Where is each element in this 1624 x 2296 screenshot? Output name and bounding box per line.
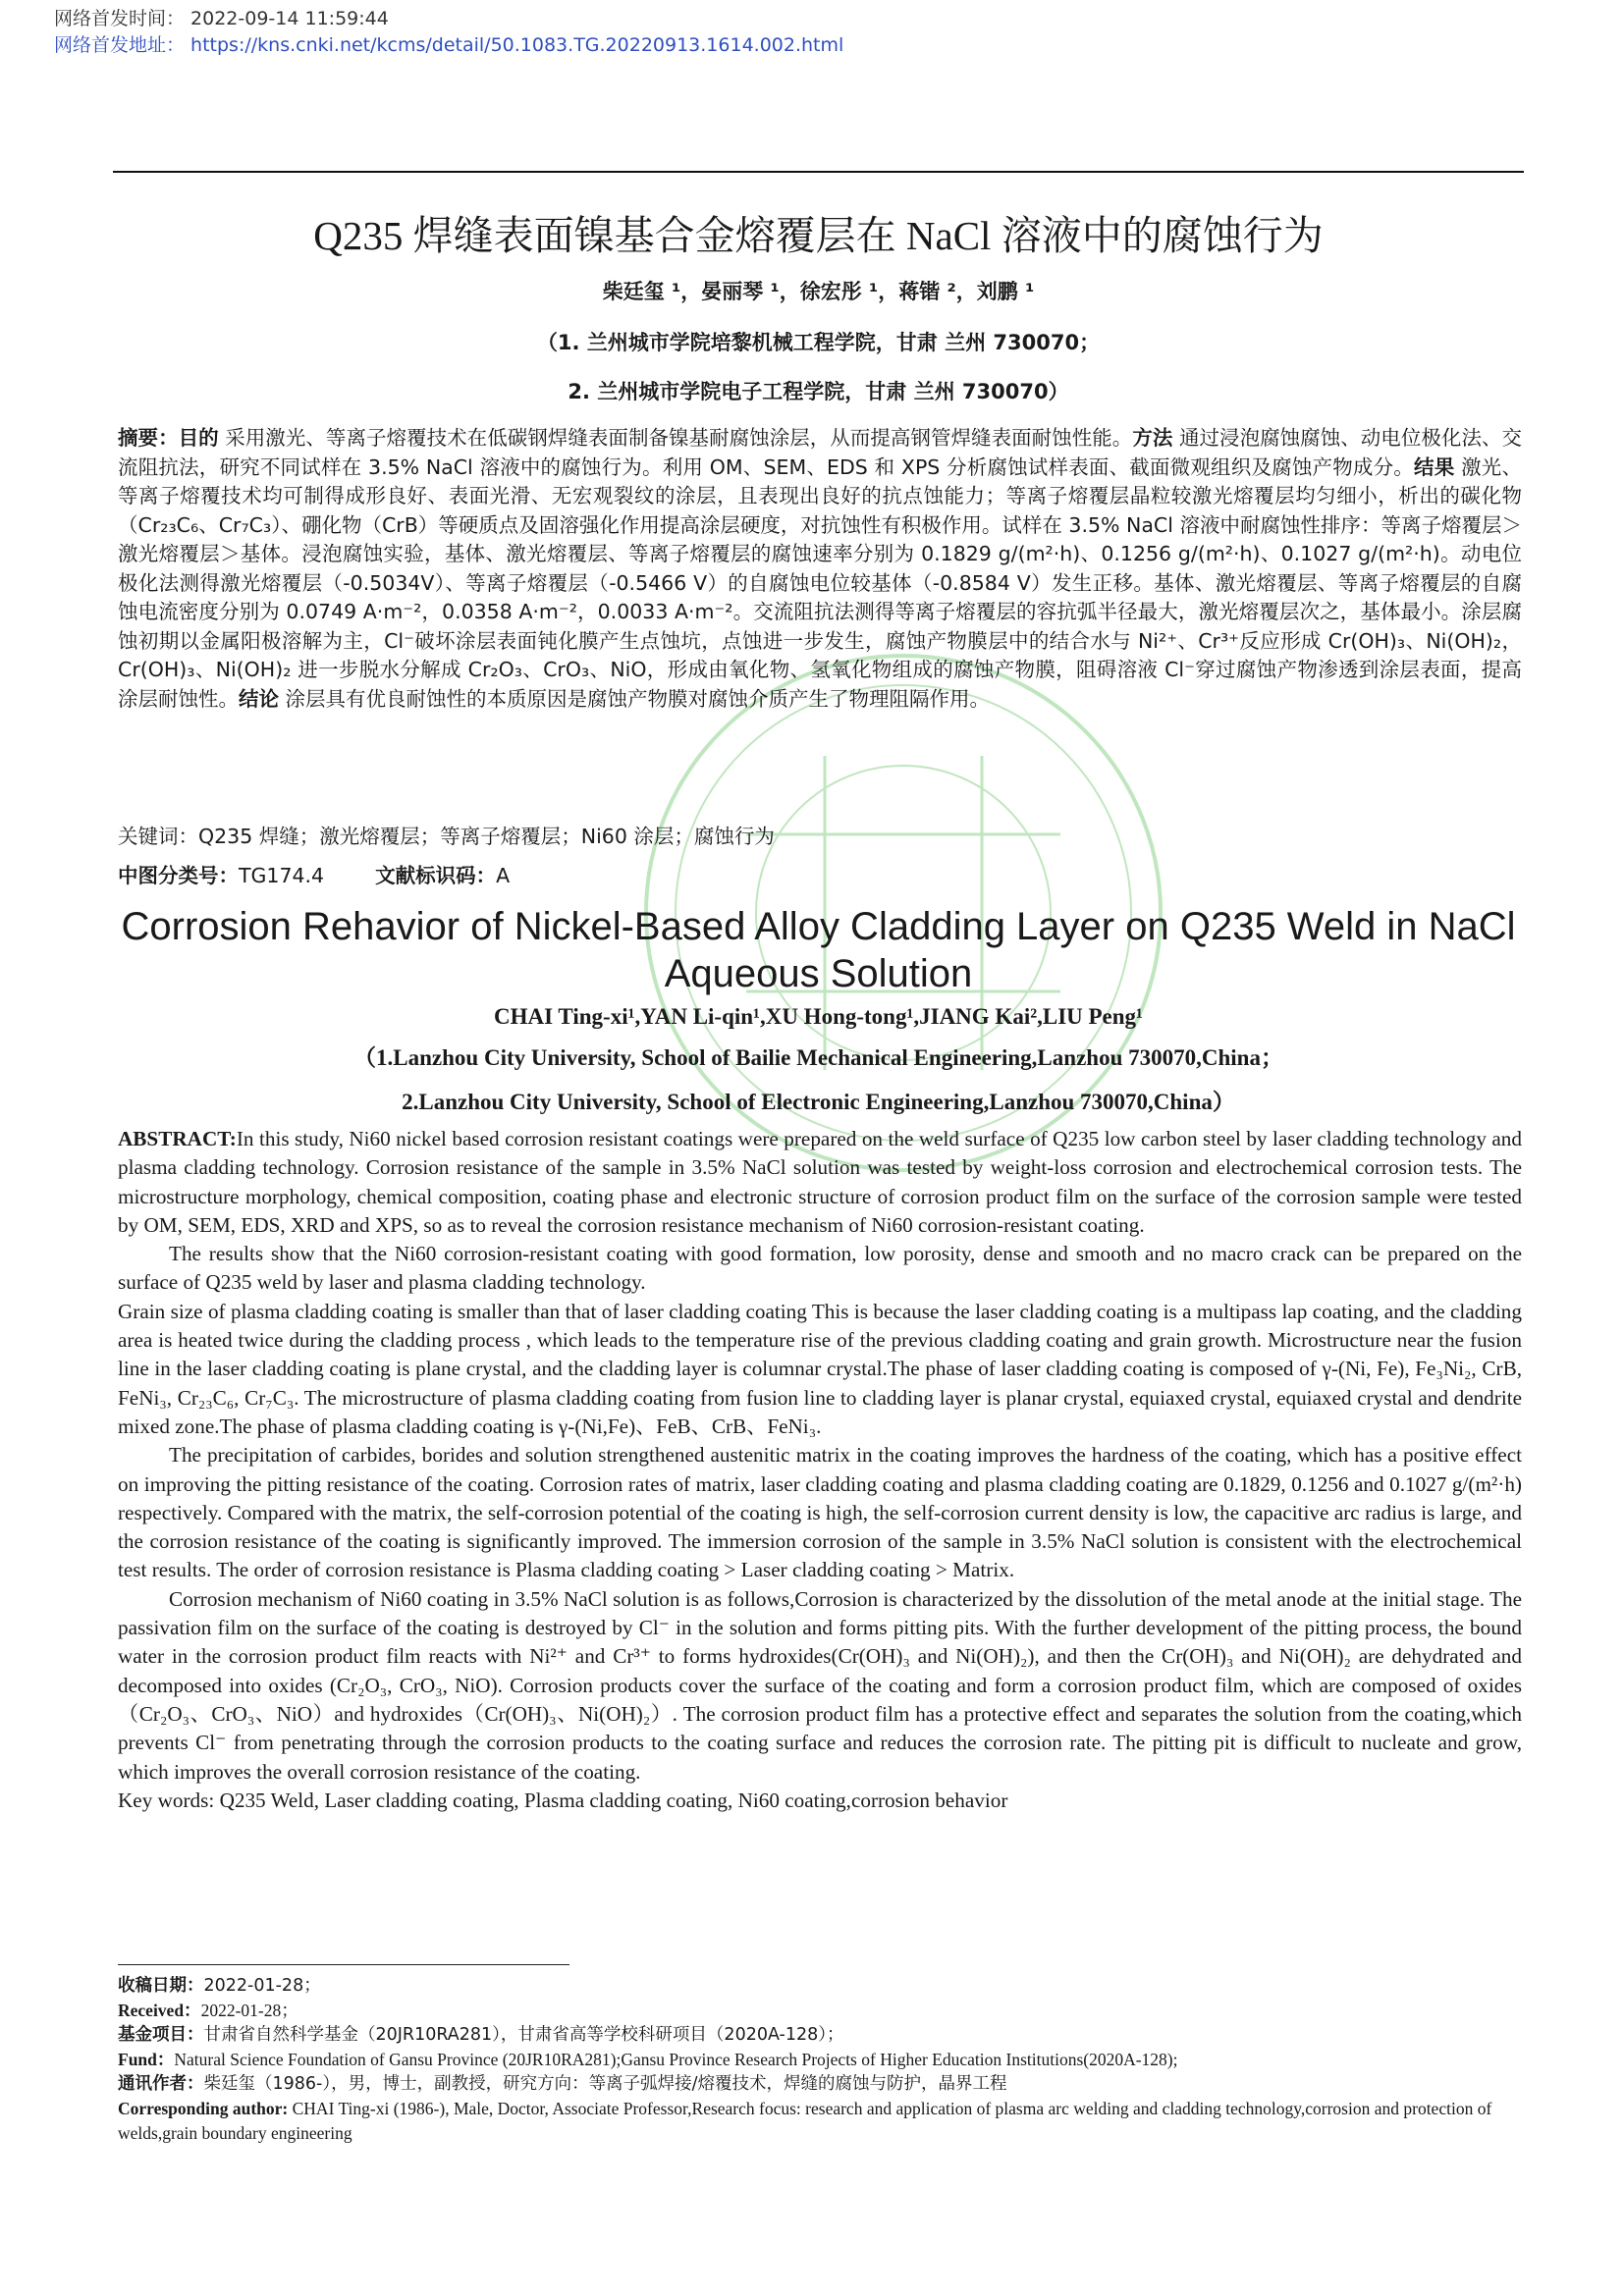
method-text: 通过浸泡腐蚀腐蚀、动电位极化法、交流阻抗法，研究不同试样在 3.5% NaCl 溶液中的腐蚀行为。利用 OM、SEM、EDS 和 XPS 分析腐蚀试样表面、截面微观组织及腐蚀产物成分。 [118,426,1523,479]
abstract-en-p1 [118,1125,1522,1240]
paper-title-cn: Q235 焊缝表面镍基合金熔覆层在 NaCl 溶液中的腐蚀行为 [313,213,1324,258]
header-rule [113,171,1524,173]
classification-line [118,862,1522,891]
keywords-cn: 关键词：Q235 焊缝；激光熔覆层；等离子熔覆层；Ni60 涂层；腐蚀行为 [118,825,775,848]
aim-text: 采用激光、等离子熔覆技术在低碳钢焊缝表面制备镍基耐腐蚀涂层，从而提高钢管焊缝表面耐蚀性能。 [218,426,1133,450]
abstract-en [118,1125,1522,1815]
keywords-en: Key words: Q235 Weld, Laser cladding coating, Plasma cladding coating, Ni60 coating,corrosion behavior [118,1788,1008,1812]
abstract-label-en: ABSTRACT: [118,1127,237,1150]
affiliation-2-cn: 2. 兰州城市学院电子工程学院，甘肃 兰州 730070） [568,380,1069,403]
abstract-cn [118,424,1522,714]
result-text: 激光、等离子熔覆技术均可制得成形良好、表面光滑、无宏观裂纹的涂层，且表现出良好的抗点蚀能力；等离子熔覆层晶粒较激光熔覆层均匀细小，析出的碳化物（Cr₂₃C₆、Cr₇C₃）、硼化物（CrB）等硬质点及固溶强化作用提高涂层硬度，对抗蚀性有积极作用。试样在 3.5% NaCl 溶液中耐腐蚀性排序：等离子熔覆层＞激光熔覆层＞基体。浸泡腐蚀实验，基体、激光熔覆层、等离子熔覆层的腐蚀速率分别为 0.1829 g/(m²·h)、0.1256 g/(m²·h)、0.1027 g/(m²·h)。动电位极化法测得激光熔覆层（-0.5034V）、等离子熔覆层（-0.5466 V）的自腐蚀电位较基体（-0.8584 V）发生正移。基体、激光熔覆层、等离子熔覆层的自腐蚀电流密度分别为 0.0749 A·m⁻²，0.0358 A·m⁻²，0.0033 A·m⁻²。交流阻抗法测得等离子熔覆层的容抗弧半径最大，激光熔覆层次之，基体最小。涂层腐蚀初期以金属阳极溶解为主，Cl⁻破坏涂层表面钝化膜产生点蚀坑，点蚀进一步发生，腐蚀产物膜层中的结合水与 Ni²⁺、Cr³⁺反应形成 Cr(OH)₃、Ni(OH)₂，Cr(OH)₃、Ni(OH)₂ 进一步脱水分解成 Cr₂O₃、CrO₃、NiO，形成由氧化物、氢氧化物组成的腐蚀产物膜，阻碍溶液 Cl⁻穿过腐蚀产物渗透到涂层表面，提高涂层耐蚀性。 [118,454,1522,711]
authors-en: CHAI Ting-xi¹,YAN Li-qin¹,XU Hong-tong¹,JIANG Kai²,LIU Peng¹ [494,1004,1143,1029]
online-publish-time: 网络首发时间： 2022-09-14 11:59:44 [54,8,389,29]
abstract-label-cn: 摘要： [118,426,179,450]
method-label: 方法 [1132,426,1173,450]
doc-code-value: A [496,864,511,887]
abstract-en-p4: The precipitation of carbides, borides and solution strengthened austenitic matrix in the coating improves the hardness of the coating, which has a positive effect on improving the pitting resistance of the coating. Corrosion rates of matrix, laser cladding coating and plasma cladding coating are 0.1829, 0.1256 and 0.1027 g/(m²·h) respectively. Compared with the matrix, the self-corrosion potential of the coating is high, the self-corrosion current density is low, the capacitive arc radius is large, and the corrosion resistance of the coating is significantly improved. The immersion corrosion of the sample in 3.5% NaCl solution is consistent with the electrochemical test results. The order of corrosion resistance is Plasma cladding coating > Laser cladding coating > Matrix. [118,1443,1522,1582]
abstract-en-p3: Grain size of plasma cladding coating is smaller than that of laser cladding coating This is because the laser cladding coating is a multipass lap coating, and the cladding area is heated twice during the cladding process , which leads to the temperature rise of the previous cladding coating and grain growth. Microstructure near the fusion line in the laser cladding coating is plane crystal, and the cladding layer is columnar crystal.The phase of laser cladding coating is composed of γ-(Ni, Fe), Fe₃Ni₂, CrB, FeNi₃, Cr₂₃C₆, Cr₇C₃. The microstructure of plasma cladding coating from fusion line to cladding layer is planar crystal, equiaxed crystal, equiaxed crystal and dendrite mixed zone.The phase of plasma cladding coating is γ-(Ni,Fe)、FeB、CrB、FeNi₃. [118,1299,1522,1438]
doc-code-label: 文献标识码： [375,864,497,887]
aim-label: 目的 [178,426,219,450]
affiliation-1-cn: （1. 兰州城市学院培黎机械工程学院，甘肃 兰州 730070； [536,331,1101,354]
online-publish-url[interactable]: 网络首发地址： https://kns.cnki.net/kcms/detail/50.1083.TG.20220913.1614.002.html [54,34,844,56]
abstract-en-p5: Corrosion mechanism of Ni60 coating in 3.5% NaCl solution is as follows,Corrosion is characterized by the dissolution of the metal anode at the initial stage. The passivation film on the surface of the coating is destroyed by Cl⁻ in the solution and forms pitting pits. With the further development of the pitting process, the bound water in the corrosion product film reacts with Ni²⁺ and Cr³⁺ to forms hydroxides(Cr(OH)₃ and Ni(OH)₂), and then the Cr(OH)₃ and Ni(OH)₂ are dehydrated and decomposed into oxides (Cr₂O₃, CrO₃, NiO). Corrosion products cover the surface of the coating and form a corrosion product film, which are composed of oxides（Cr₂O₃、CrO₃、NiO）and hydroxides（Cr(OH)₃、Ni(OH)₂）. The corrosion product film has a protective effect and separates the solution from the coating,which prevents Cl⁻ from penetrating through the corrosion products to the coating surface and reduces the corrosion rate. The pitting pit is difficult to nucleate and grow, which improves the overall corrosion resistance of the coating. [118,1586,1522,1784]
conclusion-label: 结论 [239,686,279,711]
authors-cn: 柴廷玺 ¹，晏丽琴 ¹，徐宏彤 ¹，蒋锴 ²，刘鹏 ¹ [602,280,1035,303]
affiliation-2-en: 2.Lanzhou City University, School of Electronic Engineering,Lanzhou 730070,China） [402,1090,1235,1114]
clc-label: 中图分类号： [118,864,239,887]
footnote-rule [118,1964,569,1965]
abstract-en-p2: The results show that the Ni60 corrosion-resistant coating with good formation, low porosity, dense and smooth and no macro crack can be prepared on the surface of Q235 weld by laser and plasma cladding technology. [118,1242,1522,1295]
clc-value: TG174.4 [239,864,325,887]
affiliation-1-en: （1.Lanzhou City University, School of Bailie Mechanical Engineering,Lanzhou 730070,China； [353,1045,1283,1070]
conclusion-text: 涂层具有优良耐蚀性的本质原因是腐蚀产物膜对腐蚀介质产生了物理阻隔作用。 [279,686,991,711]
footnotes: 收稿日期：2022-01-28； Received：2022-01-28； 基金项目：甘肃省自然科学基金（20JR10RA281），甘肃省高等学校科研项目（2020A-128）； Fund：Natural Science Foundation of Gansu Province (20JR10RA281);Gansu Province Research Projects of Higher Education Institutions(2020A-128); 通讯作者：柴廷玺（1986-），男，博士，副教授，研究方向：等离子弧焊接/熔覆技术，焊缝的腐蚀与防护，晶界工程 Corresponding author: CHAI Ting-xi (1986-), Male, Doctor, Associate Professor,Research focus: research and application of plasma arc welding and cladding technology,corrosion and protection of welds,grain boundary engineering [118,1976,1492,2143]
result-label: 结果 [1414,454,1455,479]
paper-title-en: Corrosion Rehavior of Nickel-Based Alloy Cladding Layer on Q235 Weld in NaCl Aqueous Solution [121,905,1516,995]
abstract-en-p1-text: In this study, Ni60 nickel based corrosion resistant coatings were prepared on the weld surface of Q235 low carbon steel by laser cladding technology and plasma cladding technology. Corrosion resistance of the sample in 3.5% NaCl solution was tested by weight-loss corrosion and electrochemical corrosion tests. The microstructure morphology, chemical composition, coating phase and electronic structure of corrosion product film on the surface of the corrosion sample were tested by OM, SEM, EDS, XRD and XPS, so as to reveal the corrosion resistance mechanism of Ni60 corrosion-resistant coating. [118,1127,1522,1237]
